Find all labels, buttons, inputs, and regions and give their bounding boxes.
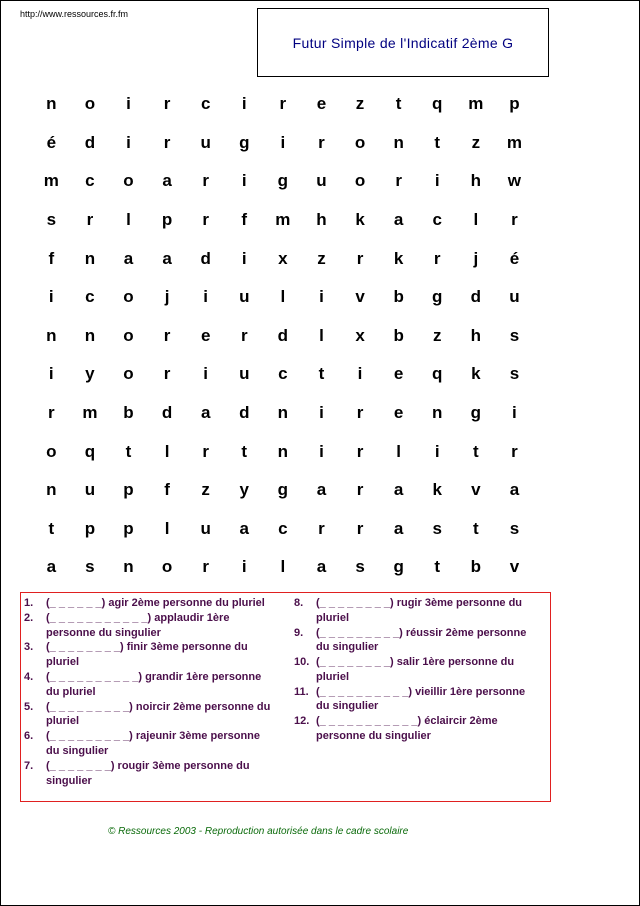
grid-letter[interactable]: r — [163, 364, 171, 384]
grid-letter[interactable]: c — [200, 94, 211, 114]
grid-letter[interactable]: o — [123, 325, 134, 345]
grid-letter[interactable]: t — [472, 518, 479, 538]
grid-letter[interactable]: i — [319, 403, 324, 423]
grid-letter[interactable]: r — [47, 403, 55, 423]
grid-letter[interactable]: z — [201, 480, 210, 500]
clue-number: 2. — [24, 611, 34, 624]
grid-letter[interactable]: a — [162, 171, 172, 191]
footer-copyright: © Ressources 2003 - Reproduction autorisée dans le cadre scolaire — [108, 826, 409, 837]
grid-row — [32, 201, 534, 240]
grid-letter[interactable]: n — [46, 94, 57, 114]
grid-letter[interactable]: r — [356, 248, 364, 268]
clues-right-column — [291, 596, 536, 744]
grid-letter[interactable]: d — [277, 325, 289, 345]
clue-number: 5. — [24, 700, 34, 713]
grid-letter[interactable]: m — [275, 210, 291, 230]
grid-letter[interactable]: x — [355, 325, 365, 345]
grid-letter[interactable]: t — [434, 132, 441, 152]
grid-letter[interactable]: i — [319, 287, 324, 307]
grid-letter[interactable]: t — [48, 518, 55, 538]
grid-letter[interactable]: t — [125, 441, 132, 461]
grid-letter[interactable]: p — [123, 480, 134, 500]
grid-letter[interactable]: é — [46, 132, 57, 152]
grid-row — [32, 471, 534, 510]
grid-letter[interactable]: r — [202, 557, 209, 577]
grid-letter[interactable]: a — [393, 518, 404, 538]
grid-letter[interactable]: o — [123, 287, 134, 307]
grid-letter[interactable]: j — [164, 287, 170, 307]
grid-letter[interactable]: r — [279, 94, 287, 114]
grid-letter[interactable]: o — [354, 171, 366, 191]
clue-item — [21, 759, 271, 788]
grid-letter[interactable]: i — [319, 441, 324, 461]
grid-row — [32, 510, 534, 549]
clue-text: (_ _ _ _ _ _) agir 2ème personne du pluriel — [46, 597, 265, 609]
grid-letter[interactable]: r — [318, 518, 325, 538]
grid-letter[interactable]: r — [511, 210, 518, 230]
grid-letter[interactable]: e — [200, 325, 211, 345]
grid-letter[interactable]: o — [123, 171, 134, 191]
grid-letter[interactable]: y — [85, 364, 95, 384]
grid-letter[interactable]: u — [200, 518, 211, 538]
grid-letter[interactable]: t — [395, 94, 402, 114]
grid-letter[interactable]: t — [318, 364, 325, 384]
grid-letter[interactable]: a — [316, 557, 327, 577]
clue-item — [21, 611, 271, 640]
clue-number: 11. — [294, 685, 309, 698]
clue-item — [291, 626, 536, 655]
grid-letter[interactable]: s — [432, 518, 442, 538]
grid-letter[interactable]: n — [277, 441, 289, 461]
grid-letter[interactable]: o — [84, 94, 96, 114]
clue-item — [21, 670, 271, 699]
grid-letter[interactable]: z — [471, 132, 481, 152]
grid-letter[interactable]: i — [203, 364, 209, 384]
grid-letter[interactable]: f — [48, 248, 55, 268]
grid-letter[interactable]: h — [470, 171, 482, 191]
clue-number: 7. — [24, 759, 34, 772]
word-search-grid — [32, 85, 534, 587]
grid-letter[interactable]: d — [470, 287, 482, 307]
grid-letter[interactable]: k — [471, 364, 481, 384]
clue-item — [21, 596, 271, 611]
grid-letter[interactable]: z — [317, 248, 326, 268]
grid-letter[interactable]: l — [473, 210, 479, 230]
grid-letter[interactable]: y — [239, 480, 249, 500]
clue-text: (_ _ _ _ _ _ _ _) rugir 3ème personne du pluriel — [316, 597, 523, 624]
grid-letter[interactable]: a — [123, 248, 134, 268]
grid-letter[interactable]: r — [240, 325, 248, 345]
grid-letter[interactable]: c — [85, 287, 95, 307]
grid-row — [32, 239, 534, 278]
grid-letter[interactable]: i — [126, 94, 131, 114]
clue-number: 3. — [24, 641, 34, 654]
clue-text: (_ _ _ _ _ _ _ _) salir 1ère personne du pluriel — [316, 656, 515, 683]
grid-letter[interactable]: p — [123, 518, 134, 538]
grid-letter[interactable]: n — [84, 248, 96, 268]
clue-text: (_ _ _ _ _ _ _ _ _ _ _) éclaircir 2ème personne du singulier — [316, 715, 498, 743]
grid-letter[interactable]: k — [393, 248, 404, 268]
grid-letter[interactable]: r — [356, 441, 364, 461]
clue-number: 9. — [294, 626, 304, 639]
grid-letter[interactable]: j — [473, 248, 479, 268]
grid-letter[interactable]: s — [509, 364, 520, 384]
grid-row — [32, 432, 534, 471]
grid-letter[interactable]: u — [84, 480, 96, 500]
grid-letter[interactable]: u — [316, 171, 327, 191]
grid-letter[interactable]: p — [509, 94, 520, 114]
grid-letter[interactable]: l — [319, 325, 324, 345]
grid-letter[interactable]: s — [509, 325, 520, 345]
grid-letter[interactable]: i — [48, 364, 54, 384]
title-box — [257, 8, 549, 77]
grid-letter[interactable]: r — [511, 441, 518, 461]
grid-letter[interactable]: g — [239, 132, 250, 152]
clue-text: (_ _ _ _ _ _ _ _ _ _) vieillir 1ère personne du singulier — [316, 685, 526, 713]
grid-letter[interactable]: o — [46, 441, 57, 461]
grid-letter[interactable]: h — [316, 210, 327, 230]
grid-letter[interactable]: n — [46, 480, 57, 500]
clue-item — [21, 729, 271, 758]
grid-letter[interactable]: v — [355, 287, 365, 307]
grid-letter[interactable]: i — [357, 364, 363, 384]
clue-text: (_ _ _ _ _ _ _ _ _) réussir 2ème personne du singulier — [316, 626, 527, 654]
grid-letter[interactable]: i — [241, 248, 247, 268]
grid-letter[interactable]: n — [432, 403, 443, 423]
grid-letter[interactable]: u — [509, 287, 520, 307]
grid-row — [32, 548, 534, 587]
clue-text: (_ _ _ _ _ _ _ _ _) rajeunir 3ème personne du singulier — [46, 730, 260, 757]
grid-letter[interactable]: r — [86, 210, 94, 230]
grid-letter[interactable]: r — [356, 518, 364, 538]
grid-letter[interactable]: a — [393, 210, 404, 230]
grid-letter[interactable]: a — [316, 480, 327, 500]
grid-letter[interactable]: i — [241, 557, 247, 577]
grid-letter[interactable]: e — [316, 94, 327, 114]
clues-box — [20, 592, 551, 802]
grid-letter[interactable]: i — [203, 287, 209, 307]
grid-letter[interactable]: p — [84, 518, 96, 538]
clue-number: 10. — [294, 656, 310, 669]
grid-letter[interactable]: t — [434, 557, 441, 577]
grid-letter[interactable]: q — [432, 364, 443, 384]
clue-item — [291, 714, 536, 743]
grid-letter[interactable]: n — [123, 557, 134, 577]
clue-item — [291, 685, 536, 714]
grid-letter[interactable]: d — [239, 403, 250, 423]
clue-item — [291, 655, 536, 684]
grid-letter[interactable]: a — [393, 480, 404, 500]
grid-letter[interactable]: a — [46, 557, 57, 577]
site-url: http://www.ressources.fr.fm — [20, 9, 129, 19]
grid-letter[interactable]: n — [46, 325, 57, 345]
grid-letter[interactable]: c — [432, 210, 442, 230]
grid-letter[interactable]: a — [162, 248, 172, 268]
grid-letter[interactable]: m — [506, 132, 522, 152]
grid-letter[interactable]: s — [46, 210, 57, 230]
grid-letter[interactable]: r — [356, 480, 364, 500]
grid-letter[interactable]: h — [470, 325, 482, 345]
clue-text: (_ _ _ _ _ _ _) rougir 3ème personne du singulier — [46, 759, 250, 787]
grid-letter[interactable]: k — [432, 480, 442, 500]
grid-letter[interactable]: c — [85, 171, 95, 191]
grid-letter[interactable]: i — [434, 171, 440, 191]
grid-letter[interactable]: r — [202, 210, 209, 230]
grid-letter[interactable]: i — [126, 132, 131, 152]
grid-letter[interactable]: é — [509, 248, 520, 268]
grid-letter[interactable]: l — [164, 441, 170, 461]
grid-letter[interactable]: f — [241, 210, 248, 230]
grid-letter[interactable]: n — [393, 132, 404, 152]
grid-letter[interactable]: r — [163, 325, 171, 345]
grid-row — [32, 355, 534, 394]
grid-letter[interactable]: r — [318, 132, 325, 152]
clue-text: (_ _ _ _ _ _ _ _ _ _) grandir 1ère personne du pluriel — [46, 671, 262, 698]
page-title: Futur Simple de l'Indicatif 2ème G — [292, 34, 514, 51]
grid-letter[interactable]: g — [432, 287, 443, 307]
grid-letter[interactable]: f — [164, 480, 170, 500]
grid-letter[interactable]: o — [354, 132, 366, 152]
grid-letter[interactable]: u — [200, 132, 211, 152]
grid-letter[interactable]: u — [239, 364, 250, 384]
grid-letter[interactable]: i — [241, 171, 247, 191]
grid-letter[interactable]: n — [84, 325, 96, 345]
grid-letter[interactable]: z — [355, 94, 365, 114]
grid-letter[interactable]: a — [200, 403, 211, 423]
grid-letter[interactable]: g — [277, 480, 289, 500]
grid-letter[interactable]: r — [433, 248, 441, 268]
grid-letter[interactable]: e — [393, 403, 404, 423]
grid-letter[interactable]: k — [355, 210, 365, 230]
grid-row — [32, 124, 534, 163]
grid-letter[interactable]: q — [84, 441, 96, 461]
grid-letter[interactable]: m — [82, 403, 98, 423]
clue-number: 12. — [294, 715, 310, 728]
clue-item — [21, 640, 271, 669]
grid-letter[interactable]: w — [507, 171, 522, 191]
grid-letter[interactable]: a — [509, 480, 520, 500]
clue-text: (_ _ _ _ _ _ _ _) finir 3ème personne du pluriel — [46, 641, 248, 669]
grid-letter[interactable]: l — [126, 210, 131, 230]
grid-letter[interactable]: d — [84, 132, 96, 152]
grid-letter[interactable]: o — [161, 557, 173, 577]
grid-letter[interactable]: t — [241, 441, 248, 461]
grid-letter[interactable]: l — [396, 441, 401, 461]
grid-letter[interactable]: r — [202, 171, 209, 191]
grid-row — [32, 162, 534, 201]
grid-letter[interactable]: i — [434, 441, 440, 461]
clues-left-column — [21, 596, 271, 788]
grid-letter[interactable]: n — [277, 403, 289, 423]
grid-letter[interactable]: e — [393, 364, 404, 384]
grid-row — [32, 317, 534, 356]
grid-letter[interactable]: d — [161, 403, 173, 423]
grid-letter[interactable]: b — [393, 287, 404, 307]
grid-letter[interactable]: a — [239, 518, 249, 538]
grid-letter[interactable]: i — [241, 94, 247, 114]
grid-letter[interactable]: r — [356, 403, 364, 423]
grid-letter[interactable]: r — [202, 441, 209, 461]
grid-row — [32, 394, 534, 433]
grid-letter[interactable]: m — [468, 94, 484, 114]
grid-row — [32, 278, 534, 317]
grid-letter[interactable]: l — [280, 287, 286, 307]
grid-letter[interactable]: d — [200, 248, 211, 268]
grid-letter[interactable]: x — [278, 248, 288, 268]
clue-number: 4. — [24, 671, 34, 684]
grid-letter[interactable]: l — [280, 557, 286, 577]
grid-letter[interactable]: s — [85, 557, 95, 577]
clue-number: 6. — [24, 730, 34, 743]
grid-letter[interactable]: c — [278, 518, 288, 538]
clue-number: 1. — [24, 597, 34, 609]
grid-letter[interactable]: m — [43, 171, 59, 191]
clue-number: 8. — [294, 597, 304, 609]
clue-item — [291, 596, 536, 625]
grid-letter[interactable]: r — [395, 171, 402, 191]
grid-letter[interactable]: r — [163, 132, 171, 152]
grid-letter[interactable]: i — [512, 403, 517, 423]
grid-letter[interactable]: b — [393, 325, 404, 345]
grid-letter[interactable]: u — [239, 287, 250, 307]
grid-letter[interactable]: v — [471, 480, 481, 500]
grid-letter[interactable]: i — [280, 132, 286, 152]
grid-letter[interactable]: q — [432, 94, 443, 114]
grid-letter[interactable]: s — [509, 518, 520, 538]
grid-letter[interactable]: l — [164, 518, 170, 538]
grid-letter[interactable]: i — [48, 287, 54, 307]
grid-letter[interactable]: s — [355, 557, 365, 577]
grid-letter[interactable]: g — [470, 403, 482, 423]
grid-letter[interactable]: c — [278, 364, 288, 384]
grid-letter[interactable]: t — [472, 441, 479, 461]
grid-letter[interactable]: z — [432, 325, 442, 345]
grid-letter[interactable]: v — [509, 557, 520, 577]
grid-letter[interactable]: o — [123, 364, 134, 384]
clue-text: (_ _ _ _ _ _ _ _ _ _ _) applaudir 1ère personne du singulier — [46, 611, 230, 639]
grid-row — [32, 85, 534, 124]
grid-letter[interactable]: b — [123, 403, 134, 423]
clue-text: (_ _ _ _ _ _ _ _ _) noircir 2ème personne du pluriel — [46, 700, 271, 728]
grid-letter[interactable]: g — [277, 171, 289, 191]
grid-letter[interactable]: g — [393, 557, 404, 577]
grid-letter[interactable]: p — [161, 210, 173, 230]
grid-letter[interactable]: r — [163, 94, 171, 114]
grid-letter[interactable]: b — [470, 557, 482, 577]
clue-item — [21, 700, 271, 729]
